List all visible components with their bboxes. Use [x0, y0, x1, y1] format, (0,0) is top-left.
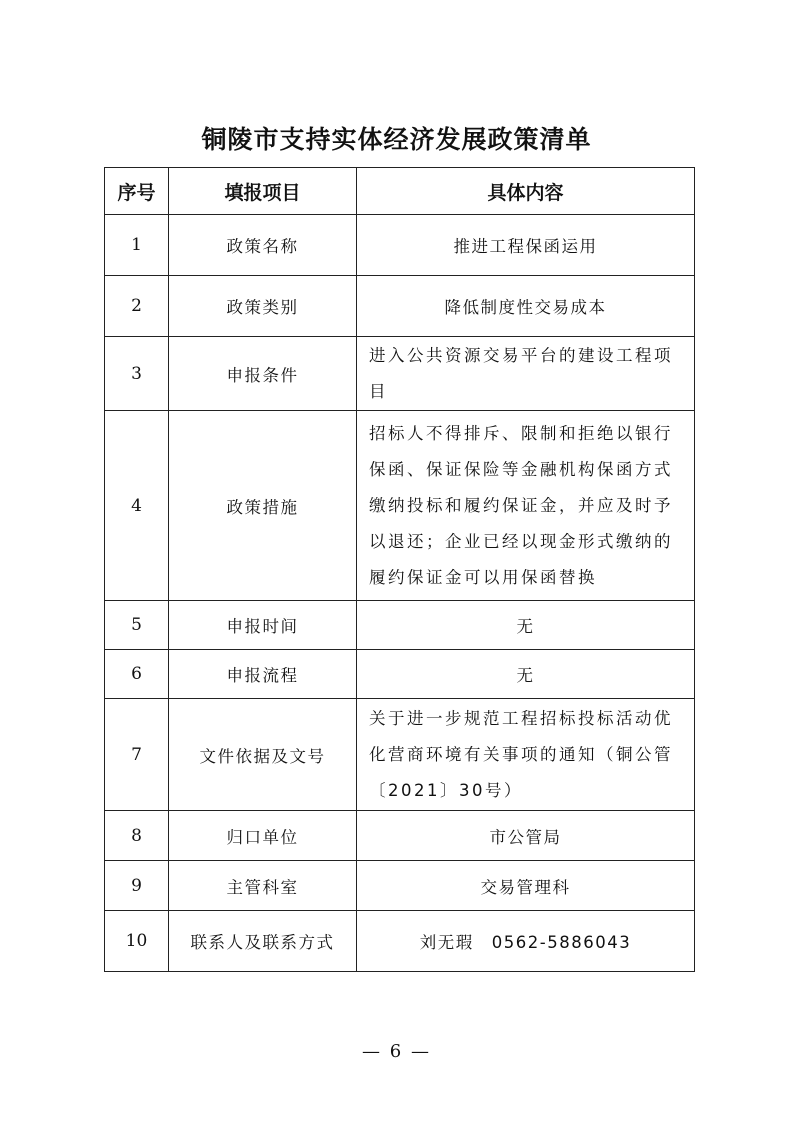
row-index: 9: [105, 861, 169, 911]
table-header-row: [105, 168, 695, 215]
header-index: 序号: [105, 168, 169, 215]
table-row: [105, 337, 695, 411]
row-index: 8: [105, 811, 169, 861]
row-index: 1: [105, 215, 169, 276]
row-index: 3: [105, 337, 169, 411]
policy-table: [104, 167, 695, 972]
row-item: 政策类别: [169, 276, 357, 337]
row-content: 无: [357, 601, 695, 650]
row-content: 无: [357, 650, 695, 699]
page-number: — 6 —: [362, 1041, 431, 1062]
table-row: [105, 861, 695, 911]
row-index: 10: [105, 911, 169, 972]
row-content: 交易管理科: [357, 861, 695, 911]
row-content: 降低制度性交易成本: [357, 276, 695, 337]
row-item: 申报时间: [169, 601, 357, 650]
row-content: 进入公共资源交易平台的建设工程项目: [357, 337, 695, 411]
row-index: 5: [105, 601, 169, 650]
row-content: 关于进一步规范工程招标投标活动优化营商环境有关事项的通知（铜公管〔2021〕30号）: [357, 699, 695, 811]
table-row: [105, 911, 695, 972]
row-content: 推进工程保函运用: [357, 215, 695, 276]
table-row: [105, 650, 695, 699]
row-item: 申报流程: [169, 650, 357, 699]
row-index: 7: [105, 699, 169, 811]
header-content: 具体内容: [357, 168, 695, 215]
row-content: 市公管局: [357, 811, 695, 861]
row-content: 招标人不得排斥、限制和拒绝以银行保函、保证保险等金融机构保函方式缴纳投标和履约保证金，并应及时予以退还；企业已经以现金形式缴纳的履约保证金可以用保函替换: [357, 411, 695, 601]
table-row: [105, 601, 695, 650]
row-item: 归口单位: [169, 811, 357, 861]
row-item: 政策措施: [169, 411, 357, 601]
row-index: 4: [105, 411, 169, 601]
table-row: [105, 215, 695, 276]
row-item: 文件依据及文号: [169, 699, 357, 811]
table-row: [105, 811, 695, 861]
row-index: 2: [105, 276, 169, 337]
table-row: [105, 411, 695, 601]
row-item: 申报条件: [169, 337, 357, 411]
header-item: 填报项目: [169, 168, 357, 215]
row-item: 联系人及联系方式: [169, 911, 357, 972]
table-row: [105, 699, 695, 811]
table-row: [105, 276, 695, 337]
page-title: 铜陵市支持实体经济发展政策清单: [201, 125, 592, 154]
row-content: 刘无瑕 0562-5886043: [357, 911, 695, 972]
row-item: 政策名称: [169, 215, 357, 276]
row-index: 6: [105, 650, 169, 699]
row-item: 主管科室: [169, 861, 357, 911]
